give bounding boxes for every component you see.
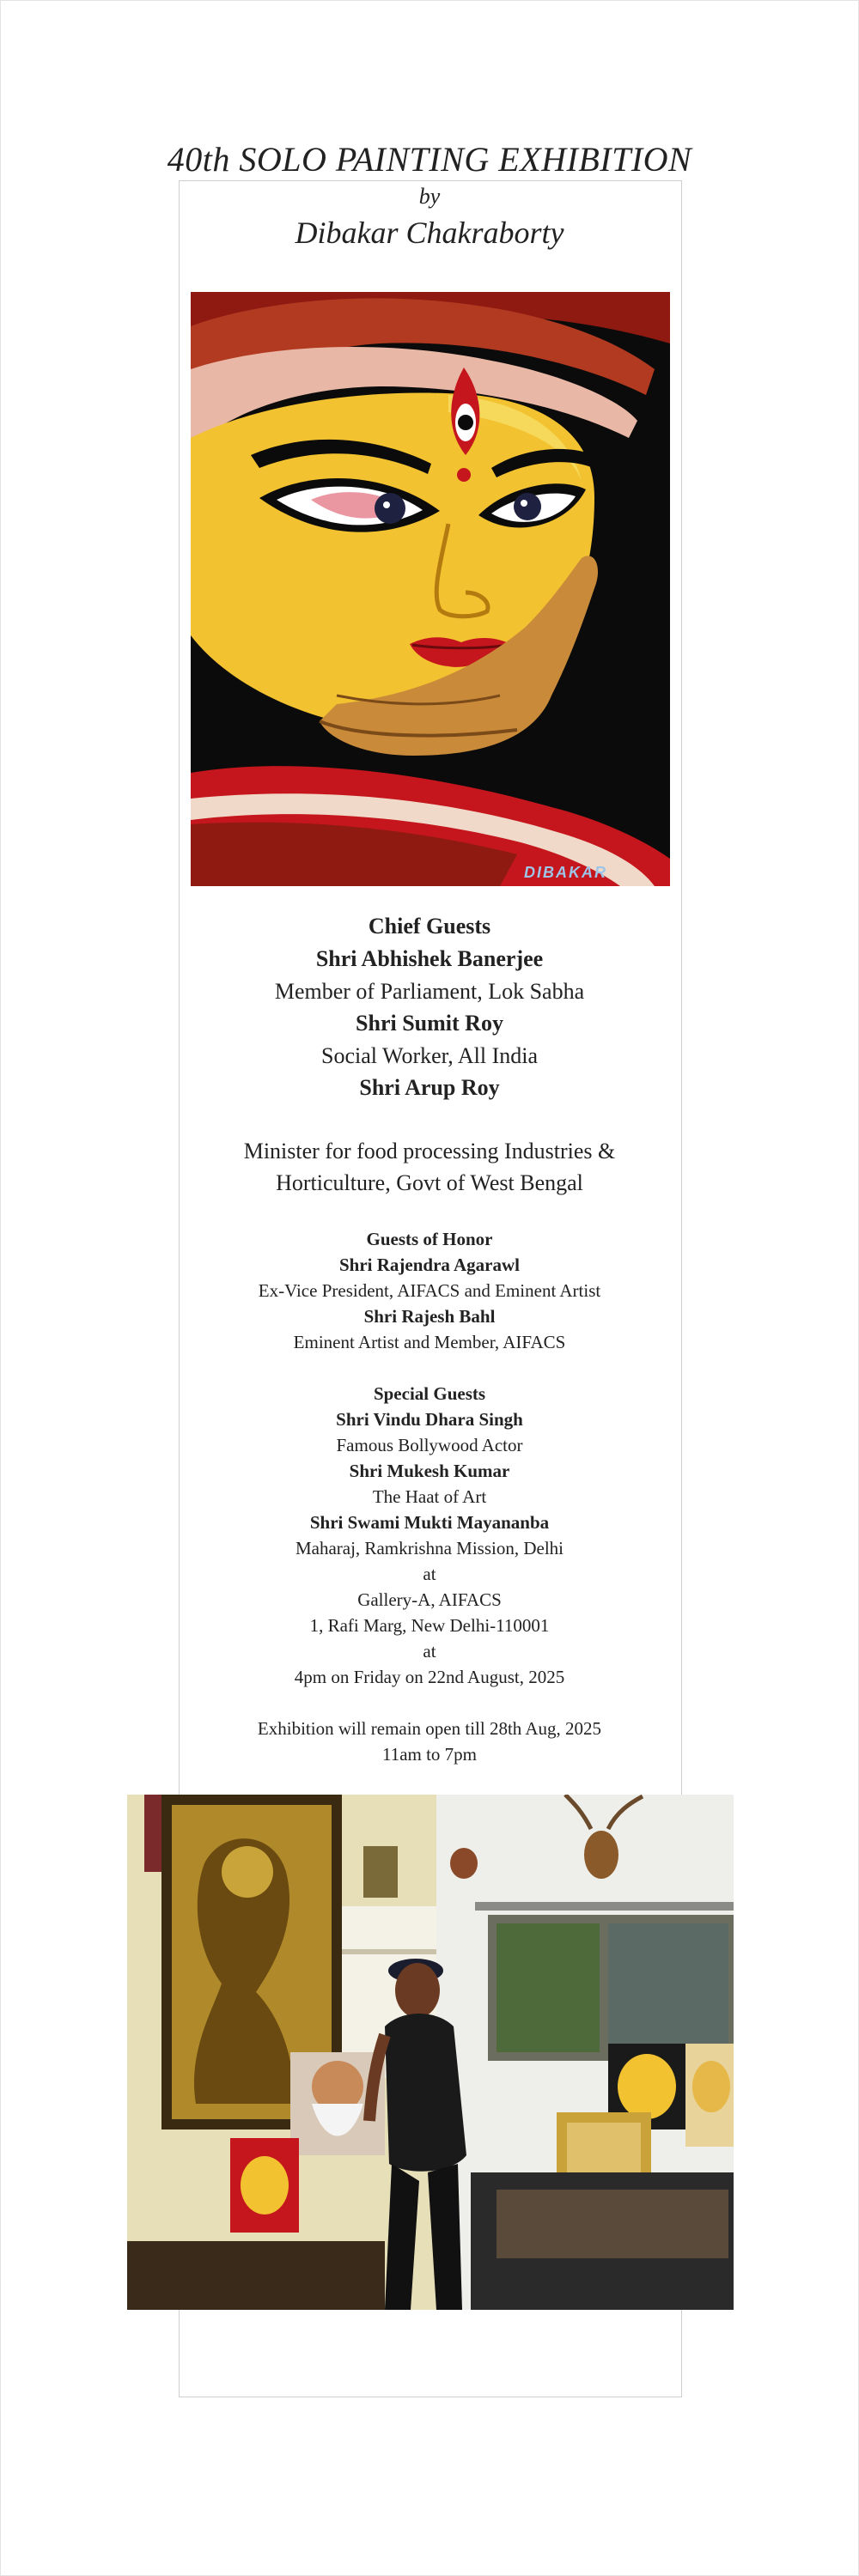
honor-guest-2-role: Eminent Artist and Member, AIFACS	[293, 1332, 566, 1352]
artist-name: Dibakar Chakraborty	[295, 216, 564, 250]
venue-gallery: Gallery-A, AIFACS	[357, 1589, 502, 1610]
by-line: by	[418, 184, 441, 209]
chief-guest-2-role: Social Worker, All India	[320, 1043, 538, 1068]
venue-address: 1, Rafi Marg, New Delhi-110001	[309, 1615, 550, 1636]
chief-guest-3-role-line2: Horticulture, Govt of West Bengal	[276, 1170, 583, 1195]
chief-guest-2-name: Shri Sumit Roy	[356, 1011, 503, 1036]
honor-guest-1-name: Shri Rajendra Agarawl	[339, 1255, 520, 1275]
chief-guest-1-name: Shri Abhishek Banerjee	[315, 946, 544, 971]
exhibition-open-till: Exhibition will remain open till 28th Aug, 2025	[257, 1718, 602, 1739]
guests-section	[179, 1226, 680, 1767]
special-guests-heading: Special Guests	[373, 1383, 486, 1404]
special-guest-2-role: The Haat of Art	[372, 1486, 487, 1507]
opening-datetime: 4pm on Friday on 22nd August, 2025	[294, 1667, 565, 1687]
artist-photo	[127, 1795, 734, 2310]
chief-guest-3-name: Shri Arup Roy	[359, 1075, 500, 1100]
guests-of-honor-heading: Guests of Honor	[366, 1229, 493, 1249]
honor-guest-1-role: Ex-Vice President, AIFACS and Eminent Artist	[258, 1280, 601, 1301]
special-guest-2-name: Shri Mukesh Kumar	[349, 1461, 510, 1481]
special-guest-3-name: Shri Swami Mukti Mayananba	[309, 1512, 550, 1533]
venue-at-2: at	[423, 1641, 436, 1662]
painting-signature: DIBAKAR	[524, 864, 607, 881]
chief-guest-3-role-line1: Minister for food processing Industries &	[243, 1139, 616, 1163]
header	[0, 137, 859, 252]
chief-guest-1-role: Member of Parliament, Lok Sabha	[274, 979, 585, 1004]
honor-guest-2-name: Shri Rajesh Bahl	[363, 1306, 496, 1327]
special-guest-1-role: Famous Bollywood Actor	[336, 1435, 523, 1455]
chief-guests-section	[179, 910, 680, 1199]
durga-painting-art	[191, 292, 670, 886]
artist-photo-art	[127, 1795, 734, 2310]
exhibition-hours: 11am to 7pm	[381, 1744, 478, 1765]
durga-painting	[191, 292, 670, 886]
chief-guests-heading: Chief Guests	[368, 914, 491, 939]
special-guest-1-name: Shri Vindu Dhara Singh	[336, 1409, 523, 1430]
venue-at-1: at	[423, 1564, 436, 1584]
exhibition-title: 40th SOLO PAINTING EXHIBITION	[167, 140, 692, 179]
special-guest-3-role: Maharaj, Ramkrishna Mission, Delhi	[295, 1538, 564, 1558]
